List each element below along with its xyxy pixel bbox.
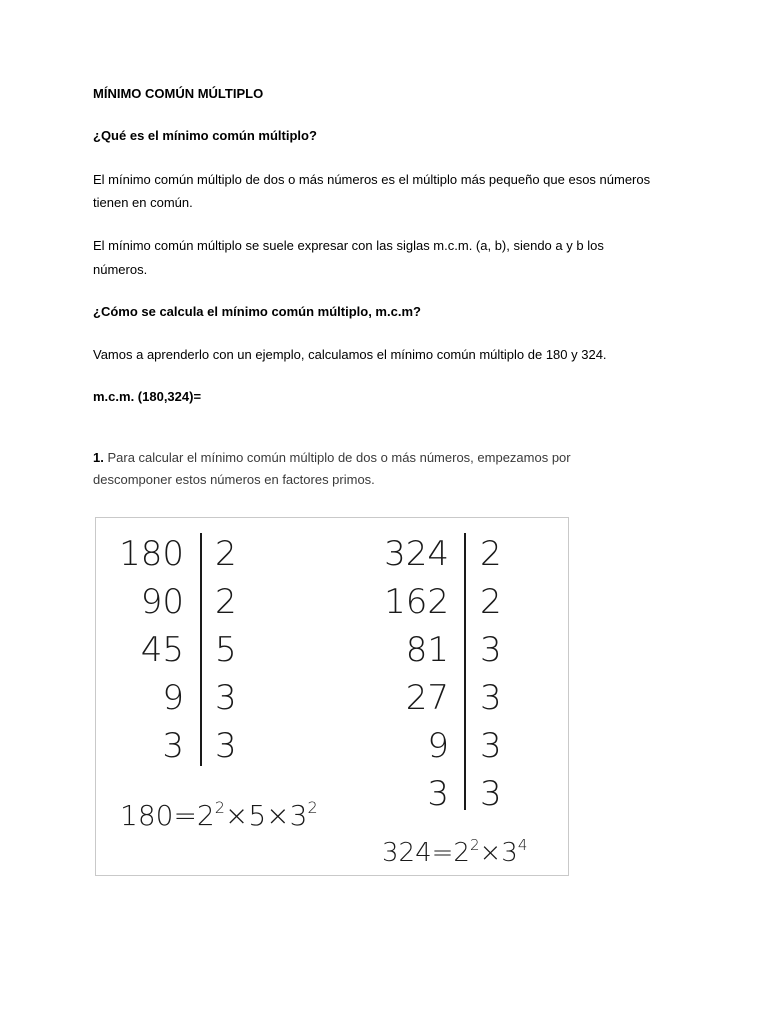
paragraph-example: Vamos a aprenderlo con un ejemplo, calculamos el mínimo común múltiplo de 180 y 324. — [93, 347, 607, 362]
left-divisor: 5 — [215, 630, 237, 670]
step-number: 1. — [93, 450, 104, 465]
right-divisor: 3 — [480, 630, 502, 670]
right-divisor: 2 — [480, 534, 502, 574]
page-title: MÍNIMO COMÚN MÚLTIPLO — [93, 86, 264, 101]
right-dividend: 27 — [405, 678, 449, 718]
paragraph-notation-line-1: El mínimo común múltiplo se suele expresar con las siglas m.c.m. (a, b), siendo a y b los — [93, 238, 604, 253]
left-divisor: 3 — [215, 678, 237, 718]
left-factorization — [119, 533, 318, 832]
left-divisor: 3 — [215, 726, 237, 766]
right-divisor: 3 — [480, 726, 502, 766]
right-result: $324=2^2\times 3^4$ — [382, 836, 528, 868]
left-dividend: 180 — [119, 534, 184, 574]
right-dividend: 324 — [384, 534, 449, 574]
right-dividend: 81 — [405, 630, 449, 670]
left-result: $180=2^2\times 5\times 3^2$ — [120, 798, 318, 832]
left-divisor: 2 — [215, 582, 237, 622]
right-factorization — [382, 533, 527, 868]
step-1-line-2: descomponer estos números en factores primos. — [93, 472, 375, 487]
heading-how-to-calculate: ¿Cómo se calcula el mínimo común múltiplo, m.c.m? — [93, 304, 421, 319]
left-dividend: 9 — [162, 678, 184, 718]
step-1-text: Para calcular el mínimo común múltiplo de dos o más números, empezamos por — [107, 450, 571, 465]
left-divisor: 2 — [215, 534, 237, 574]
paragraph-definition-line-1: El mínimo común múltiplo de dos o más números es el múltiplo más pequeño que esos números — [93, 172, 651, 187]
right-dividend: 3 — [427, 774, 449, 814]
paragraph-notation-line-2: números. — [93, 262, 148, 277]
right-divisor: 3 — [480, 774, 502, 814]
right-divisor: 2 — [480, 582, 502, 622]
left-dividend: 45 — [140, 630, 184, 670]
heading-what-is: ¿Qué es el mínimo común múltiplo? — [93, 128, 317, 143]
right-dividend: 9 — [427, 726, 449, 766]
right-dividend: 162 — [384, 582, 449, 622]
left-dividend: 3 — [162, 726, 184, 766]
paragraph-definition-line-2: tienen en común. — [93, 195, 193, 210]
prime-factorization-figure — [95, 517, 569, 876]
right-divisor: 3 — [480, 678, 502, 718]
expression-mcm: m.c.m. (180,324)= — [93, 389, 202, 404]
step-1-line-1 — [93, 450, 571, 466]
left-dividend: 90 — [140, 582, 184, 622]
factorization-drawing — [96, 518, 568, 875]
